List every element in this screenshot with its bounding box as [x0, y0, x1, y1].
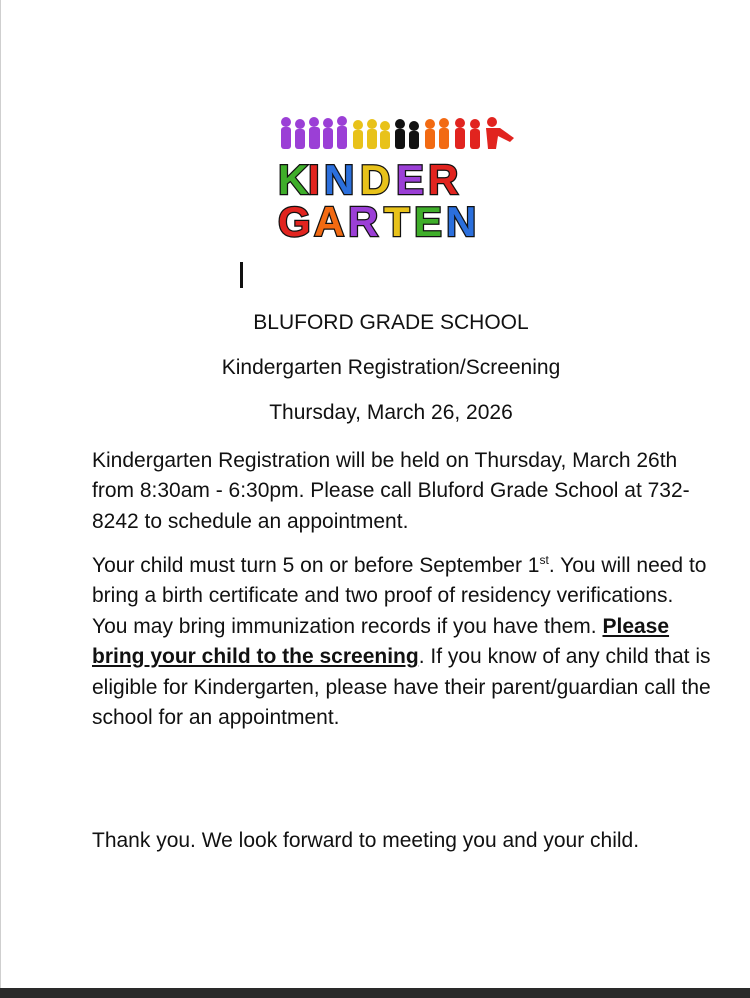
registration-paragraph: Kindergarten Registration will be held on Thursday, March 26th from 8:30am - 6:30pm. Please call Bluford Grade School at 732-8242 to schedule an appointment. [92, 449, 690, 533]
page-left-edge [0, 0, 1, 990]
svg-text:N: N [446, 198, 477, 242]
svg-text:K: K [278, 156, 309, 203]
requirements-text-a: Your child must turn 5 on or before September 1 [92, 554, 540, 577]
svg-text:A: A [314, 198, 345, 242]
svg-text:T: T [384, 198, 410, 242]
requirements-paragraph [92, 551, 712, 733]
svg-text:E: E [396, 156, 425, 203]
requirements-text-c: . If you know of any child that is eligible for Kindergarten, please have their parent/guardian call the school for an appointment. [92, 645, 711, 730]
svg-text:D: D [360, 156, 391, 203]
svg-text:G: G [278, 198, 311, 242]
requirements-text-b: . You will need to bring a birth certificate and two proof of residency verifications. You may bring immunization records if you have them. [92, 554, 707, 638]
children-silhouettes [281, 116, 514, 149]
closing-paragraph: Thank you. We look forward to meeting you and your child. [92, 829, 640, 852]
school-name: BLUFORD GRADE SCHOOL [253, 311, 529, 334]
kindergarten-logo [278, 114, 518, 242]
event-title: Kindergarten Registration/Screening [221, 356, 561, 379]
event-date: Thursday, March 26, 2026 [269, 401, 513, 424]
svg-text:E: E [414, 198, 443, 242]
svg-text:I: I [308, 156, 320, 203]
text-cursor-mark [240, 262, 243, 288]
svg-text:R: R [428, 156, 459, 203]
page-bottom-edge [0, 988, 750, 998]
screening-emphasis: Please bring your child to the screening [92, 614, 670, 669]
svg-text:N: N [324, 156, 355, 203]
ordinal-suffix: st [539, 553, 549, 567]
svg-text:R: R [348, 198, 379, 242]
